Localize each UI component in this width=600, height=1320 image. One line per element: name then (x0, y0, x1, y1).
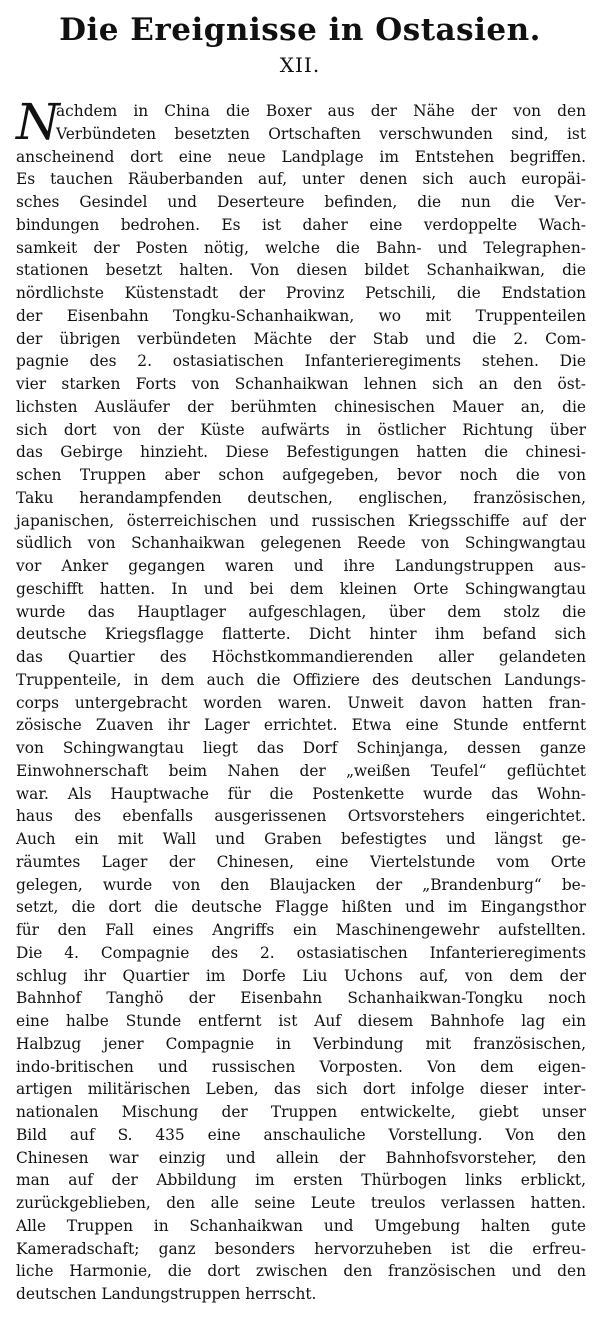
text-line: setzt, die dort die deutsche Flagge hißten und im Eingangsthor (16, 898, 586, 917)
text-line: achdem in China die Boxer aus der Nähe der von den (56, 102, 586, 120)
text-line: man auf der Abbildung im ersten Thürbogen links erblickt, (16, 1171, 586, 1190)
text-line: japanischen, österreichischen und russischen Kriegsschiffe auf der (16, 511, 586, 530)
text-line: schlug ihr Quartier im Dorfe Liu Uchons auf, von dem der (16, 966, 586, 985)
text-line: artigen militärischen Leben, das sich dort infolge dieser inter- (16, 1080, 586, 1099)
chapter-number: XII. (279, 53, 321, 77)
text-line: für den Fall eines Angriffs ein Maschinengewehr aufstellten. (16, 921, 586, 939)
text-line: Die 4. Compagnie des 2. ostasiatischen Infanterieregiments (16, 943, 586, 962)
text-line: samkeit der Posten nötig, welche die Bahn- und Telegraphen- (16, 238, 586, 257)
text-line: Halbzug jener Compagnie in Verbindung mit französischen, (16, 1034, 586, 1053)
text-line: bindungen bedrohen. Es ist daher eine verdoppelte Wach- (16, 215, 586, 234)
text-line: indo-britischen und russischen Vorposten. Von dem eigen- (16, 1057, 586, 1076)
article-body (16, 93, 586, 1306)
text-line: Bahnhof Tanghö der Eisenbahn Schanhaikwan-Tongku noch (16, 989, 586, 1008)
article-title: Die Ereignisse in Ostasien. (59, 12, 541, 48)
text-line: Einwohnerschaft beim Nahen der „weißen Teufel“ geflüchtet (16, 761, 586, 780)
text-line: vor Anker gegangen waren und ihre Landungstruppen aus- (16, 557, 586, 575)
text-line: Es tauchen Räuberbanden auf, unter denen sich auch europäi- (16, 170, 586, 189)
drop-cap: N (16, 93, 60, 151)
text-line: corps untergebracht worden waren. Unweit davon hatten fran- (16, 693, 586, 712)
text-line: Taku herandampfenden deutschen, englischen, französischen, (16, 488, 586, 507)
text-line: stationen besetzt halten. Von diesen bildet Schanhaikwan, die (16, 261, 586, 280)
text-line: liche Harmonie, die dort zwischen den französischen und den (16, 1262, 586, 1281)
text-line: räumtes Lager der Chinesen, eine Viertelstunde vom Orte (16, 852, 586, 871)
text-line: der übrigen verbündeten Mächte der Stab und die 2. Com- (16, 329, 586, 348)
text-line: vier starken Forts von Schanhaikwan lehnen sich an den öst- (16, 375, 586, 393)
text-line: zösische Zuaven ihr Lager errichtet. Etwa eine Stunde entfernt (16, 716, 586, 735)
text-line: schen Truppen aber schon aufgegeben, bevor noch die von (16, 466, 586, 484)
text-line: von Schingwangtau liegt das Dorf Schinjanga, dessen ganze (16, 739, 586, 757)
text-line: haus des ebenfalls ausgerissenen Ortsvorstehers eingerichtet. (16, 807, 586, 826)
text-line: geschifft hatten. In und bei dem kleinen Orte Schingwangtau (16, 579, 586, 598)
text-line: Verbündeten besetzten Ortschaften verschwunden sind, ist (56, 124, 586, 143)
text-line: wurde das Hauptlager aufgeschlagen, über dem stolz die (16, 602, 586, 621)
text-line: Auch ein mit Wall und Graben befestigtes und längst ge- (16, 830, 586, 848)
text-line: lichsten Ausläufer der berühmten chinesischen Mauer an, die (16, 397, 586, 416)
text-line: gelegen, wurde von den Blaujacken der „Brandenburg“ be- (16, 875, 586, 894)
text-line: das Quartier des Höchstkommandierenden aller gelandeten (16, 648, 586, 666)
text-line: nationalen Mischung der Truppen entwickelte, giebt unser (16, 1103, 586, 1121)
text-line: pagnie des 2. ostasiatischen Infanterieregiments stehen. Die (16, 352, 586, 371)
text-line: Chinesen war einzig und allein der Bahnhofsvorsteher, den (16, 1148, 586, 1167)
text-line: deutschen Landungstruppen herrscht. (16, 1285, 317, 1303)
text-line: Bild auf S. 435 eine anschauliche Vorstellung. Von den (16, 1125, 586, 1144)
text-line: das Gebirge hinzieht. Diese Befestigungen hatten die chinesi- (16, 443, 586, 462)
text-line: deutsche Kriegsflagge flatterte. Dicht hinter ihm befand sich (16, 625, 586, 644)
text-line: Alle Truppen in Schanhaikwan und Umgebung halten gute (16, 1216, 586, 1235)
text-line: war. Als Hauptwache für die Postenkette wurde das Wohn- (16, 784, 586, 803)
text-line: der Eisenbahn Tongku-Schanhaikwan, wo mit Truppenteilen (16, 306, 586, 325)
text-line: zurückgeblieben, den alle seine Leute treulos verlassen hatten. (16, 1194, 586, 1212)
text-line: sches Gesindel und Deserteure befinden, die nun die Ver- (16, 193, 586, 211)
text-line: südlich von Schanhaikwan gelegenen Reede von Schingwangtau (16, 534, 586, 553)
text-line: Truppenteile, in dem auch die Offiziere des deutschen Landungs- (16, 670, 586, 689)
text-line: Kameradschaft; ganz besonders hervorzuheben ist die erfreu- (16, 1239, 586, 1258)
text-line: nördlichste Küstenstadt der Provinz Petschili, die Endstation (16, 284, 586, 302)
text-line: anscheinend dort eine neue Landplage im Entstehen begriffen. (16, 147, 586, 166)
text-line: eine halbe Stunde entfernt ist Auf diesem Bahnhofe lag ein (16, 1012, 586, 1030)
text-line: sich dort von der Küste aufwärts in östlicher Richtung über (16, 420, 586, 439)
